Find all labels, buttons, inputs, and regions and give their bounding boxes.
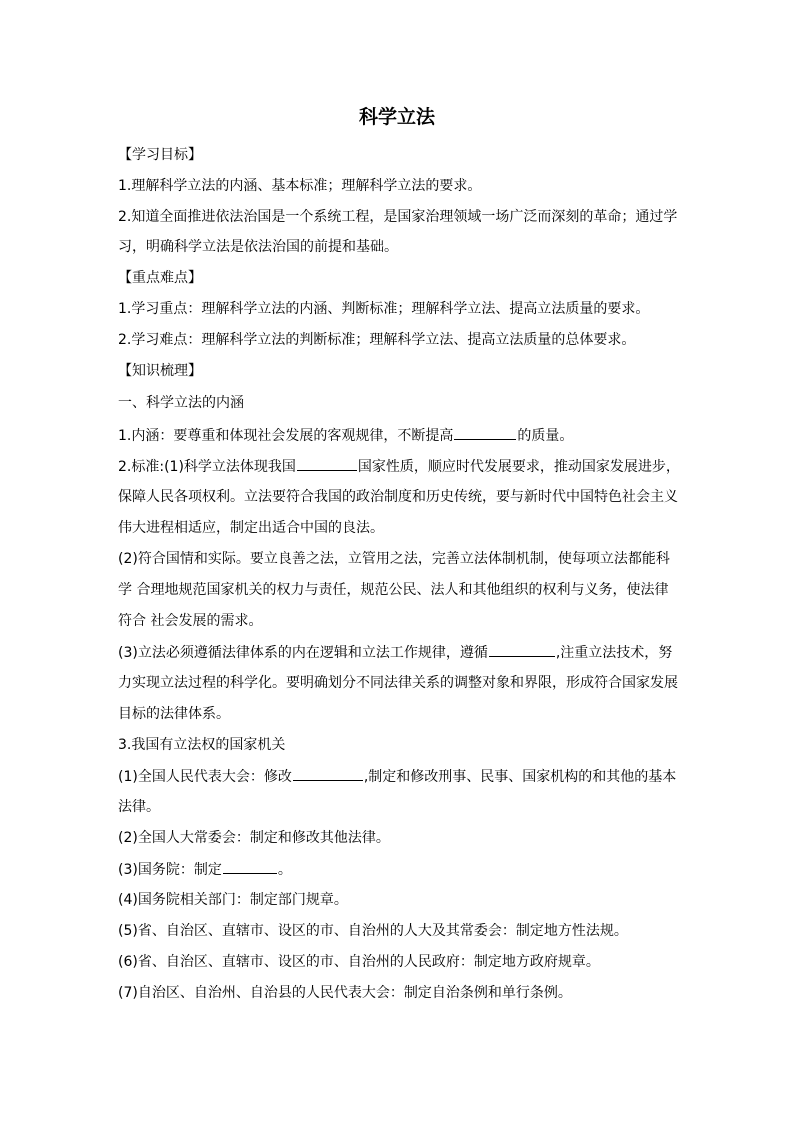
fill-in-blank bbox=[454, 425, 516, 440]
fill-in-blank bbox=[297, 456, 357, 471]
section-heading-objectives: 【学习目标】 bbox=[118, 147, 202, 163]
fill-in-blank bbox=[489, 642, 555, 657]
paragraph-line: 法律。 bbox=[118, 799, 160, 815]
part-heading: 一、科学立法的内涵 bbox=[118, 395, 244, 411]
objective-item-continued: 习，明确科学立法是依法治国的前提和基础。 bbox=[118, 239, 398, 255]
paragraph-line: (5)省、自治区、直辖市、设区的市、自治州的人大及其常委会：制定地方性法规。 bbox=[118, 923, 628, 939]
paragraph-line: (7)自治区、自治州、自治县的人民代表大会：制定自治条例和单行条例。 bbox=[118, 985, 572, 1001]
paragraph-line: 保障人民各项权利。立法要符合我国的政治制度和历史传统，要与新时代中国特色社会主义 bbox=[118, 489, 678, 505]
paragraph-line: (2)全国人大常委会：制定和修改其他法律。 bbox=[118, 830, 390, 846]
objective-item: 2.知道全面推进依法治国是一个系统工程，是国家治理领域一场广泛而深刻的革命；通过学 bbox=[118, 209, 678, 225]
section-heading-keypoints: 【重点难点】 bbox=[118, 270, 202, 286]
paragraph-line: (6)省、自治区、直辖市、设区的市、自治州的人民政府：制定地方政府规章。 bbox=[118, 954, 600, 970]
paragraph-line bbox=[118, 766, 678, 787]
paragraph-line: 学 合理地规范国家机关的权力与责任，规范公民、法人和其他组织的权利与义务，使法律 bbox=[118, 582, 669, 598]
objective-item: 1.理解科学立法的内涵、基本标准；理解科学立法的要求。 bbox=[118, 178, 482, 194]
text-fragment: 。 bbox=[277, 862, 292, 878]
paragraph-line bbox=[118, 456, 678, 477]
paragraph-line: (4)国务院相关部门：制定部门规章。 bbox=[118, 892, 348, 908]
keypoint-item: 2.学习难点：理解科学立法的判断标准；理解科学立法、提高立法质量的总体要求。 bbox=[118, 332, 636, 348]
text-fragment: (3)立法必须遵循法律体系的内在逻辑和立法工作规律，遵循 bbox=[118, 645, 488, 661]
text-fragment: ,注重立法技术，努 bbox=[555, 645, 673, 661]
paragraph-line: 伟大进程相适应，制定出适合中国的良法。 bbox=[118, 520, 384, 536]
paragraph-line: (2)符合国情和实际。要立良善之法，立管用之法，完善立法体制机制，使每项立法都能科 bbox=[118, 551, 670, 567]
paragraph-line bbox=[118, 859, 678, 880]
page-title: 科学立法 bbox=[358, 106, 435, 128]
keypoint-item: 1.学习重点：理解科学立法的内涵、判断标准；理解科学立法、提高立法质量的要求。 bbox=[118, 301, 650, 317]
paragraph-line: 力实现立法过程的科学化。要明确划分不同法律关系的调整对象和界限，形成符合国家发展 bbox=[118, 675, 678, 691]
paragraph-line: 符合 社会发展的需求。 bbox=[118, 613, 263, 629]
text-fragment: ,制定和修改刑事、民事、国家机构的和其他的基本 bbox=[363, 769, 677, 785]
text-fragment: 2.标准:(1)科学立法体现我国 bbox=[118, 459, 296, 475]
fill-in-blank bbox=[223, 859, 277, 874]
text-fragment: (1)全国人民代表大会：修改 bbox=[118, 769, 292, 785]
paragraph-line bbox=[118, 425, 678, 446]
text-fragment: 1.内涵：要尊重和体现社会发展的客观规律，不断提高 bbox=[118, 428, 454, 444]
text-fragment: 国家性质，顺应时代发展要求，推动国家发展进步， bbox=[357, 459, 680, 475]
paragraph-line: 目标的法律体系。 bbox=[118, 706, 230, 722]
text-fragment: (3)国务院：制定 bbox=[118, 862, 222, 878]
fill-in-blank bbox=[293, 766, 363, 781]
paragraph-line bbox=[118, 642, 678, 663]
text-fragment: 的质量。 bbox=[517, 428, 574, 444]
section-heading-knowledge: 【知识梳理】 bbox=[118, 363, 202, 379]
paragraph-line: 3.我国有立法权的国家机关 bbox=[118, 737, 286, 753]
